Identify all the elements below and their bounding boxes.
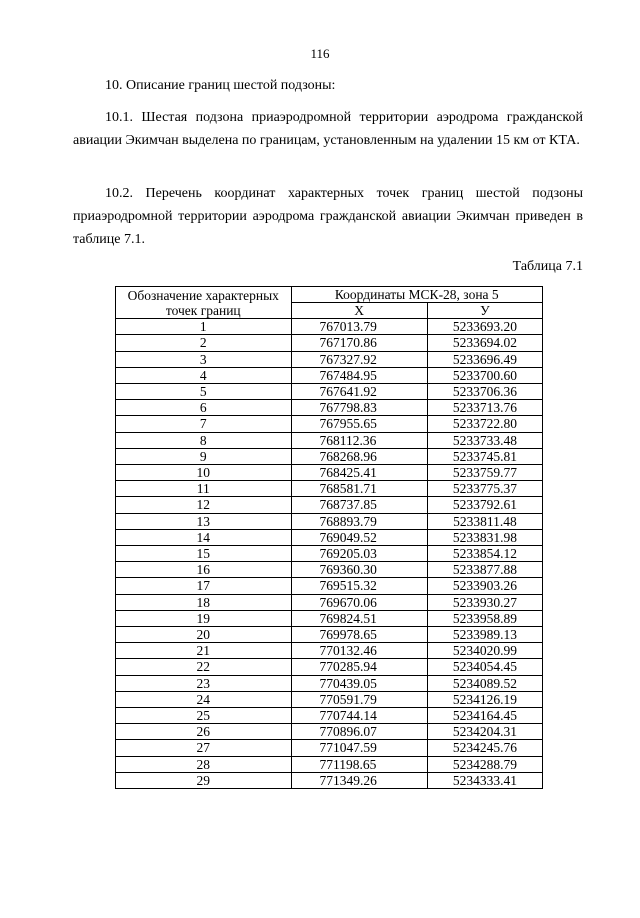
x-cell: 767013.79 <box>291 319 427 335</box>
point-id-cell: 20 <box>116 627 292 643</box>
y-cell: 5233877.88 <box>427 562 542 578</box>
x-cell: 768737.85 <box>291 497 427 513</box>
point-id-cell: 15 <box>116 546 292 562</box>
x-cell: 770744.14 <box>291 708 427 724</box>
table-row <box>116 659 543 675</box>
table-row <box>116 594 543 610</box>
table-row <box>116 756 543 772</box>
y-cell: 5233696.49 <box>427 351 542 367</box>
table-row <box>116 400 543 416</box>
x-cell: 768112.36 <box>291 432 427 448</box>
table-row <box>116 448 543 464</box>
table-row <box>116 319 543 335</box>
y-cell: 5234020.99 <box>427 643 542 659</box>
x-cell: 769978.65 <box>291 627 427 643</box>
point-id-cell: 28 <box>116 756 292 772</box>
x-cell: 771198.65 <box>291 756 427 772</box>
table-row <box>116 772 543 788</box>
page-number: 116 <box>310 46 330 61</box>
section-heading: 10. Описание границ шестой подзоны: <box>105 78 336 93</box>
y-cell: 5233759.77 <box>427 465 542 481</box>
y-cell: 5234333.41 <box>427 772 542 788</box>
y-cell: 5233694.02 <box>427 335 542 351</box>
table-row <box>116 529 543 545</box>
table-row <box>116 675 543 691</box>
point-id-cell: 10 <box>116 465 292 481</box>
y-cell: 5233693.20 <box>427 319 542 335</box>
table-row <box>116 497 543 513</box>
table-row <box>116 740 543 756</box>
paragraph-10-1: 10.1. Шестая подзона приаэродромной территории аэродрома гражданской авиации Экимчан выделена по границам, установленным на удалении 15 км от КТА. <box>73 110 583 148</box>
point-id-cell: 3 <box>116 351 292 367</box>
x-cell: 768425.41 <box>291 465 427 481</box>
table-row <box>116 546 543 562</box>
x-cell: 767641.92 <box>291 384 427 400</box>
y-cell: 5233733.48 <box>427 432 542 448</box>
x-cell: 770896.07 <box>291 724 427 740</box>
table-row <box>116 627 543 643</box>
table-row <box>116 335 543 351</box>
point-id-cell: 7 <box>116 416 292 432</box>
y-cell: 5233700.60 <box>427 367 542 383</box>
point-id-cell: 12 <box>116 497 292 513</box>
x-cell: 770285.94 <box>291 659 427 675</box>
y-cell: 5234089.52 <box>427 675 542 691</box>
x-cell: 768268.96 <box>291 448 427 464</box>
x-cell: 770132.46 <box>291 643 427 659</box>
table-row <box>116 465 543 481</box>
header-coordinates: Координаты МСК-28, зона 5 <box>291 287 542 303</box>
point-id-cell: 5 <box>116 384 292 400</box>
table-row <box>116 416 543 432</box>
point-id-cell: 8 <box>116 432 292 448</box>
table-row <box>116 578 543 594</box>
point-id-cell: 11 <box>116 481 292 497</box>
point-id-cell: 13 <box>116 513 292 529</box>
x-cell: 769515.32 <box>291 578 427 594</box>
x-cell: 767955.65 <box>291 416 427 432</box>
x-cell: 768893.79 <box>291 513 427 529</box>
table-row <box>116 351 543 367</box>
x-cell: 769049.52 <box>291 529 427 545</box>
header-x: Х <box>291 303 427 319</box>
point-id-cell: 17 <box>116 578 292 594</box>
y-cell: 5233745.81 <box>427 448 542 464</box>
y-cell: 5233706.36 <box>427 384 542 400</box>
x-cell: 767484.95 <box>291 367 427 383</box>
header-y: У <box>427 303 542 319</box>
point-id-cell: 6 <box>116 400 292 416</box>
point-id-cell: 29 <box>116 772 292 788</box>
point-id-cell: 18 <box>116 594 292 610</box>
y-cell: 5233722.80 <box>427 416 542 432</box>
paragraph-10-2: 10.2. Перечень координат характерных точек границ шестой подзоны приаэродромной территории аэродрома гражданской авиации Экимчан приведен в таблице 7.1. <box>73 186 583 247</box>
point-id-cell: 26 <box>116 724 292 740</box>
table-row <box>116 610 543 626</box>
table-row <box>116 367 543 383</box>
table-row <box>116 513 543 529</box>
coordinates-table <box>115 286 543 789</box>
y-cell: 5233792.61 <box>427 497 542 513</box>
x-cell: 767798.83 <box>291 400 427 416</box>
x-cell: 770439.05 <box>291 675 427 691</box>
y-cell: 5233831.98 <box>427 529 542 545</box>
y-cell: 5233930.27 <box>427 594 542 610</box>
table-caption: Таблица 7.1 <box>512 259 583 274</box>
point-id-cell: 9 <box>116 448 292 464</box>
y-cell: 5234054.45 <box>427 659 542 675</box>
y-cell: 5234204.31 <box>427 724 542 740</box>
table-row <box>116 724 543 740</box>
x-cell: 769205.03 <box>291 546 427 562</box>
y-cell: 5234288.79 <box>427 756 542 772</box>
y-cell: 5233775.37 <box>427 481 542 497</box>
x-cell: 770591.79 <box>291 691 427 707</box>
y-cell: 5233958.89 <box>427 610 542 626</box>
point-id-cell: 16 <box>116 562 292 578</box>
x-cell: 771349.26 <box>291 772 427 788</box>
table-row <box>116 384 543 400</box>
table-body <box>116 319 543 789</box>
y-cell: 5233903.26 <box>427 578 542 594</box>
x-cell: 769360.30 <box>291 562 427 578</box>
point-id-cell: 19 <box>116 610 292 626</box>
point-id-cell: 23 <box>116 675 292 691</box>
table-row <box>116 691 543 707</box>
y-cell: 5233713.76 <box>427 400 542 416</box>
table-row <box>116 562 543 578</box>
point-id-cell: 27 <box>116 740 292 756</box>
point-id-cell: 25 <box>116 708 292 724</box>
x-cell: 769824.51 <box>291 610 427 626</box>
y-cell: 5233811.48 <box>427 513 542 529</box>
table-row <box>116 708 543 724</box>
y-cell: 5233989.13 <box>427 627 542 643</box>
y-cell: 5233854.12 <box>427 546 542 562</box>
x-cell: 769670.06 <box>291 594 427 610</box>
point-id-cell: 1 <box>116 319 292 335</box>
point-id-cell: 2 <box>116 335 292 351</box>
y-cell: 5234164.45 <box>427 708 542 724</box>
header-point-id-line2: точек границ <box>165 302 241 318</box>
point-id-cell: 22 <box>116 659 292 675</box>
header-point-id-line1: Обозначение характерных <box>127 287 279 303</box>
table-row <box>116 432 543 448</box>
point-id-cell: 21 <box>116 643 292 659</box>
point-id-cell: 24 <box>116 691 292 707</box>
y-cell: 5234245.76 <box>427 740 542 756</box>
point-id-cell: 14 <box>116 529 292 545</box>
table-row <box>116 481 543 497</box>
header-point-id <box>116 287 292 319</box>
x-cell: 771047.59 <box>291 740 427 756</box>
x-cell: 767327.92 <box>291 351 427 367</box>
x-cell: 767170.86 <box>291 335 427 351</box>
x-cell: 768581.71 <box>291 481 427 497</box>
table-row <box>116 643 543 659</box>
point-id-cell: 4 <box>116 367 292 383</box>
y-cell: 5234126.19 <box>427 691 542 707</box>
